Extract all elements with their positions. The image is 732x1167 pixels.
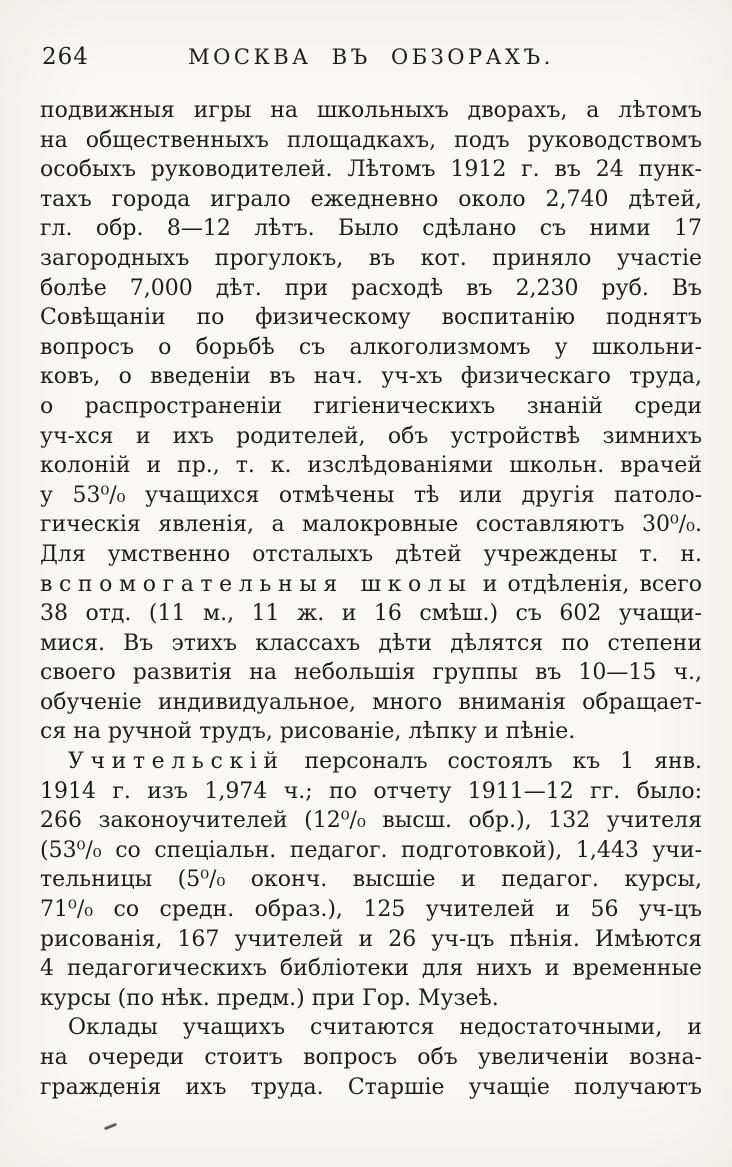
running-title: МОСКВА ВЪ ОБЗОРАХЪ. xyxy=(188,45,554,69)
text-line: 266 законоучителей (12⁰/₀ высш. обр.), 132 учителя xyxy=(40,808,702,834)
text-line: мися. Въ этихъ классахъ дѣти дѣлятся по степени xyxy=(40,630,702,656)
scan-smudge xyxy=(104,1123,117,1131)
text-line: 38 отд. (11 м., 11 ж. и 16 смѣш.) съ 602 учащи- xyxy=(40,601,702,627)
text-line: (53⁰/₀ со спеціальн. педагог. подготовкой), 1,443 учи- xyxy=(40,837,702,863)
text-line: болѣе 7,000 дѣт. при расходѣ въ 2,230 руб. Въ xyxy=(40,275,702,301)
text-line: 4 педагогическихъ библіотеки для нихъ и временные xyxy=(40,956,702,982)
text-line: у 53⁰/₀ учащихся отмѣчены тѣ или другія патоло- xyxy=(40,482,702,508)
text-line: курсы (по нѣк. предм.) при Гор. Музеѣ. xyxy=(40,985,499,1011)
text-line: на очереди стоитъ вопросъ объ увеличеніи возна- xyxy=(40,1045,702,1070)
text-line: Учительскій персоналъ состоялъ къ 1 янв. xyxy=(68,749,702,775)
text-line: 1914 г. изъ 1,974 ч.; по отчету 1911—12 гг. было: xyxy=(40,778,702,804)
letterspaced-emphasis: вспомогательныя школы xyxy=(40,571,473,597)
text-line: колоній и пр., т. к. изслѣдованіями школьн. врачей xyxy=(40,453,702,479)
text-line: загородныхъ прогулокъ, въ кот. приняло участіе xyxy=(40,245,702,271)
letterspaced-emphasis: Учительскій xyxy=(68,749,285,775)
text-line: уч-хся и ихъ родителей, объ устройствѣ зимнихъ xyxy=(40,423,702,449)
text-line: своего развитія на небольшія группы въ 10—15 ч., xyxy=(40,660,702,686)
text-line: рисованія, 167 учителей и 26 уч-цъ пѣнія. Имѣются xyxy=(40,926,702,952)
text-body xyxy=(40,96,702,1102)
text-line: ковъ, о введеніи въ нач. уч-хъ физическаго труда, xyxy=(40,364,702,390)
text-line: тельницы (5⁰/₀ оконч. высшіе и педагог. курсы, xyxy=(40,867,702,893)
text-line: обученіе индивидуальное, много вниманія обращает- xyxy=(40,689,702,715)
page-number: 264 xyxy=(42,44,89,70)
text-line: Совѣщаніи по физическому воспитанію поднятъ xyxy=(40,305,702,331)
text-line: особыхъ руководителей. Лѣтомъ 1912 г. въ 24 пунк- xyxy=(40,157,702,183)
text-line: о распространеніи гигіеническихъ знаній среди xyxy=(40,393,702,419)
text-line: на общественныхъ площадкахъ, подъ руководствомъ xyxy=(40,127,702,153)
page-header xyxy=(40,44,702,74)
text-line: гическія явленія, а малокровные составляютъ 30⁰/₀. xyxy=(40,512,702,538)
text-line: 71⁰/₀ со средн. образ.), 125 учителей и 56 уч-цъ xyxy=(40,897,702,923)
text-line: вопросъ о борьбѣ съ алкоголизмомъ у школьни- xyxy=(40,334,702,360)
text-line: вспомогательныя школы и отдѣленія, всего xyxy=(40,571,703,597)
text-line: ся на ручной трудъ, рисованіе, лѣпку и пѣніе. xyxy=(40,719,576,745)
text-line: Оклады учащихъ считаются недостаточными, и xyxy=(68,1015,702,1041)
text-line: подвижныя игры на школьныхъ дворахъ, а лѣтомъ xyxy=(40,98,702,123)
text-line: тахъ города играло ежедневно около 2,740 дѣтей, xyxy=(40,186,702,212)
text-line: Для умственно отсталыхъ дѣтей учреждены т. н. xyxy=(40,541,702,567)
text-line: гражденія ихъ труда. Старшіе учащіе получаютъ xyxy=(40,1074,702,1100)
text-line: гл. обр. 8—12 лѣтъ. Было сдѣлано съ ними 17 xyxy=(40,216,702,242)
